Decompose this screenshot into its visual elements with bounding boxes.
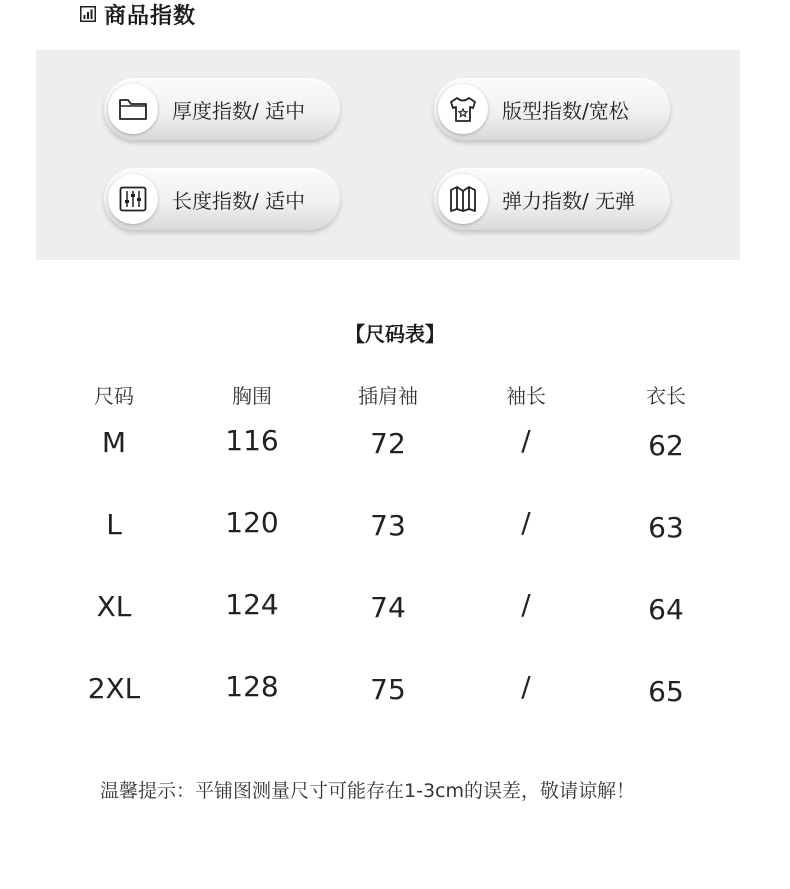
index-pill-thickness (104, 78, 340, 140)
index-label-thickness: 厚度指数/ 适中 (172, 98, 306, 123)
cell-chest: 128 (225, 670, 279, 703)
measurement-note: 温馨提示：平铺图测量尺寸可能存在1-3cm的误差，敬请谅解！ (100, 780, 635, 802)
cell-chest: 124 (225, 588, 279, 621)
cell-sleeve-length: / (521, 670, 531, 703)
zigzag-icon (438, 174, 488, 224)
index-pill-length (104, 168, 340, 230)
sliders-icon (108, 174, 158, 224)
cell-chest: 116 (225, 424, 279, 457)
cell-raglan-sleeve: 75 (370, 673, 406, 706)
cell-chest: 120 (225, 506, 279, 539)
section-title: 商品指数 (104, 3, 197, 29)
cell-sleeve-length: / (521, 506, 531, 539)
cell-garment-length: 64 (648, 593, 684, 626)
cell-garment-length: 63 (648, 511, 684, 544)
cell-sleeve-length: / (521, 588, 531, 621)
header-garment-length: 衣长 (646, 384, 686, 408)
cell-sleeve-length: / (521, 424, 531, 457)
cell-size: M (101, 426, 127, 459)
cell-size: XL (96, 590, 132, 623)
index-label-length: 长度指数/ 适中 (172, 188, 306, 213)
index-label-fit: 版型指数/宽松 (502, 98, 629, 123)
cell-garment-length: 62 (648, 429, 684, 462)
cell-size: 2XL (87, 672, 141, 705)
header-sleeve-length: 袖长 (506, 384, 546, 408)
header-raglan-sleeve: 插肩袖 (358, 384, 418, 408)
tshirt-icon (438, 84, 488, 134)
cell-raglan-sleeve: 74 (370, 591, 406, 624)
header-chest: 胸围 (232, 384, 272, 408)
index-pill-elasticity (434, 168, 670, 230)
bar-chart-icon (80, 6, 96, 22)
section-header (80, 0, 196, 28)
cell-size: L (106, 508, 122, 541)
header-size: 尺码 (94, 384, 134, 408)
folder-icon (108, 84, 158, 134)
index-panel (36, 50, 740, 260)
index-label-elasticity: 弹力指数/ 无弹 (502, 188, 636, 213)
size-table-title: 【尺码表】 (345, 322, 445, 346)
cell-raglan-sleeve: 73 (370, 509, 406, 542)
cell-raglan-sleeve: 72 (370, 427, 406, 460)
index-pill-fit (434, 78, 670, 140)
cell-garment-length: 65 (648, 675, 684, 708)
